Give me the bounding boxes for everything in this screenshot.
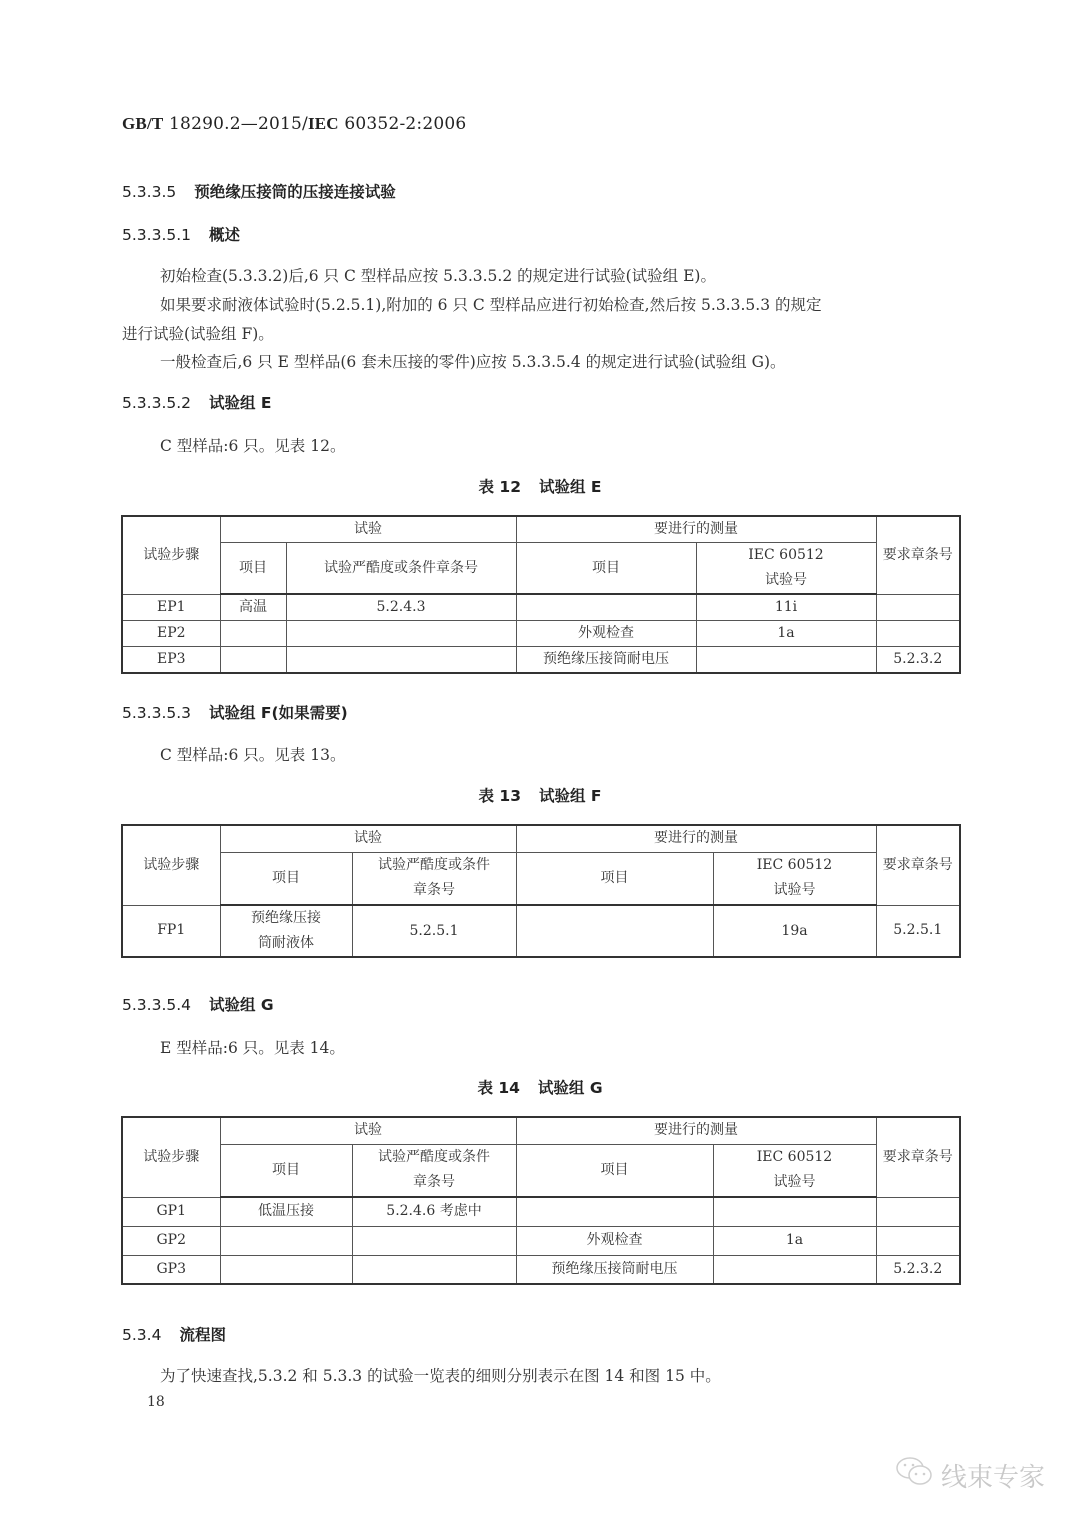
section-title: 试验组 E — [209, 394, 272, 412]
severity-line1: 试验严酷度或条件 — [378, 1149, 490, 1166]
cell-req — [876, 1197, 960, 1226]
cell-measure-item — [516, 905, 713, 957]
cell-iec: 19a — [713, 905, 876, 957]
standard-number: 18290.2—2015/ — [163, 114, 308, 134]
table-number: 表 14 — [477, 1079, 520, 1097]
severity-line2: 章条号 — [413, 1174, 455, 1191]
paragraph: 初始检查(5.3.3.2)后,6 只 C 型样品应按 5.3.3.5.2 的规定进行试验(试验组 E)。 — [160, 267, 716, 285]
table-row — [122, 905, 960, 957]
paragraph: 为了快速查找,5.3.2 和 5.3.3 的试验一览表的细则分别表示在图 14 和图 15 中。 — [160, 1367, 721, 1385]
wechat-icon — [895, 1455, 935, 1496]
iec-line2: 试验号 — [773, 1174, 816, 1191]
cell-severity: 5.2.4.6 考虑中 — [352, 1197, 516, 1226]
section-number: 5.3.3.5 — [122, 183, 177, 201]
standard-code: GB/T — [122, 114, 164, 133]
header-requirement: 要求章条号 — [876, 516, 960, 594]
cell-iec: 11i — [696, 594, 876, 621]
cell-req — [876, 621, 960, 647]
header-measure: 要进行的测量 — [516, 825, 876, 852]
cell-iec — [713, 1197, 876, 1226]
cell-step: FP1 — [122, 905, 220, 957]
table-caption-13 — [0, 784, 1080, 806]
section-number: 5.3.3.5.4 — [122, 996, 192, 1014]
cell-item: 高温 — [220, 594, 286, 621]
header-measure-item: 项目 — [516, 852, 713, 905]
header-test-item: 项目 — [220, 543, 286, 595]
section-heading-534 — [122, 1323, 226, 1345]
table-title: 试验组 G — [537, 1079, 603, 1097]
page-number: 18 — [147, 1394, 165, 1410]
section-number: 5.3.4 — [122, 1326, 162, 1344]
table-row — [122, 1226, 960, 1255]
cell-item — [220, 621, 286, 647]
table-title: 试验组 E — [538, 478, 602, 496]
section-number: 5.3.3.5.2 — [122, 394, 192, 412]
cell-iec — [696, 647, 876, 674]
header-requirement: 要求章条号 — [876, 825, 960, 905]
cell-step: EP2 — [122, 621, 220, 647]
section-heading-53351 — [122, 223, 240, 245]
watermark-text: 线束专家 — [941, 1463, 1046, 1493]
severity-line2: 章条号 — [413, 882, 455, 899]
cell-severity: 5.2.5.1 — [352, 905, 516, 957]
section-title: 流程图 — [179, 1326, 226, 1344]
header-test: 试验 — [220, 1117, 516, 1144]
table-caption-14 — [0, 1076, 1080, 1098]
cell-iec — [713, 1255, 876, 1284]
cell-measure-item: 外观检查 — [516, 1226, 713, 1255]
table-number: 表 12 — [478, 478, 521, 496]
header-iec — [713, 1144, 876, 1197]
iec-line1: IEC 60512 — [756, 1149, 833, 1166]
cell-measure-item: 预绝缘压接筒耐电压 — [516, 647, 696, 674]
paragraph: 一般检查后,6 只 E 型样品(6 套未压接的零件)应按 5.3.3.5.4 的规定进行试验(试验组 G)。 — [160, 353, 786, 371]
cell-step: EP3 — [122, 647, 220, 674]
cell-req: 5.2.3.2 — [876, 1255, 960, 1284]
cell-item — [220, 1255, 352, 1284]
header-requirement: 要求章条号 — [876, 1117, 960, 1197]
header-iec — [696, 543, 876, 595]
section-title: 概述 — [209, 226, 241, 244]
header-measure: 要进行的测量 — [516, 516, 876, 543]
cell-item: 低温压接 — [220, 1197, 352, 1226]
table-caption-12 — [0, 475, 1080, 497]
paragraph: C 型样品:6 只。见表 12。 — [160, 437, 346, 455]
header-test: 试验 — [220, 825, 516, 852]
cell-severity — [286, 621, 516, 647]
paragraph: C 型样品:6 只。见表 13。 — [160, 746, 346, 764]
cell-iec: 1a — [696, 621, 876, 647]
table-row — [122, 647, 960, 674]
cell-req — [876, 594, 960, 621]
section-title: 试验组 G — [209, 996, 274, 1014]
header-test: 试验 — [220, 516, 516, 543]
iec-code: IEC — [307, 114, 339, 133]
header-test-item: 项目 — [220, 852, 352, 905]
paragraph: E 型样品:6 只。见表 14。 — [160, 1039, 345, 1057]
header-measure-item: 项目 — [516, 543, 696, 595]
header-test-item: 项目 — [220, 1144, 352, 1197]
cell-step: GP2 — [122, 1226, 220, 1255]
iec-line2: 试验号 — [765, 572, 807, 588]
header-step: 试验步骤 — [122, 516, 220, 594]
cell-iec: 1a — [713, 1226, 876, 1255]
item-line2: 筒耐液体 — [258, 935, 314, 951]
section-heading-5335 — [122, 180, 396, 202]
section-title: 试验组 F(如果需要) — [209, 704, 348, 722]
cell-measure-item: 外观检查 — [516, 621, 696, 647]
header-severity — [352, 852, 516, 905]
cell-step: GP3 — [122, 1255, 220, 1284]
item-line1: 预绝缘压接 — [251, 910, 321, 926]
cell-step: EP1 — [122, 594, 220, 621]
table-title: 试验组 F — [538, 787, 602, 805]
cell-severity — [352, 1255, 516, 1284]
table-12 — [121, 515, 961, 674]
cell-severity — [352, 1226, 516, 1255]
header-step: 试验步骤 — [122, 825, 220, 905]
severity-line1: 试验严酷度或条件 — [378, 857, 490, 874]
section-heading-53354 — [122, 993, 274, 1015]
cell-item — [220, 1226, 352, 1255]
section-number: 5.3.3.5.3 — [122, 704, 192, 722]
header-measure: 要进行的测量 — [516, 1117, 876, 1144]
iec-line1: IEC 60512 — [756, 857, 833, 874]
table-row — [122, 1255, 960, 1284]
cell-step: GP1 — [122, 1197, 220, 1226]
cell-req: 5.2.3.2 — [876, 647, 960, 674]
table-14 — [121, 1116, 961, 1285]
header-severity — [352, 1144, 516, 1197]
section-heading-53353 — [122, 701, 348, 723]
header-severity: 试验严酷度或条件章条号 — [286, 543, 516, 595]
table-number: 表 13 — [478, 787, 521, 805]
table-row — [122, 1197, 960, 1226]
table-row — [122, 621, 960, 647]
cell-measure-item: 预绝缘压接筒耐电压 — [516, 1255, 713, 1284]
cell-req: 5.2.5.1 — [876, 905, 960, 957]
cell-severity: 5.2.4.3 — [286, 594, 516, 621]
cell-severity — [286, 647, 516, 674]
section-heading-53352 — [122, 391, 272, 413]
section-number: 5.3.3.5.1 — [122, 226, 192, 244]
table-row — [122, 594, 960, 621]
cell-measure-item — [516, 1197, 713, 1226]
cell-measure-item — [516, 594, 696, 621]
header-step: 试验步骤 — [122, 1117, 220, 1197]
iec-line2: 试验号 — [773, 882, 816, 899]
header-measure-item: 项目 — [516, 1144, 713, 1197]
cell-item — [220, 905, 352, 957]
iec-line1: IEC 60512 — [748, 547, 824, 563]
watermark — [895, 1455, 1045, 1496]
header-iec — [713, 852, 876, 905]
iec-number: 60352-2:2006 — [338, 114, 467, 134]
section-title: 预绝缘压接筒的压接连接试验 — [194, 183, 396, 201]
cell-item — [220, 647, 286, 674]
table-13 — [121, 824, 961, 958]
document-header — [122, 114, 466, 134]
cell-req — [876, 1226, 960, 1255]
paragraph-continuation: 进行试验(试验组 F)。 — [122, 325, 274, 343]
paragraph: 如果要求耐液体试验时(5.2.5.1),附加的 6 只 C 型样品应进行初始检查,然后按 5.3.3.5.3 的规定 — [160, 296, 822, 314]
